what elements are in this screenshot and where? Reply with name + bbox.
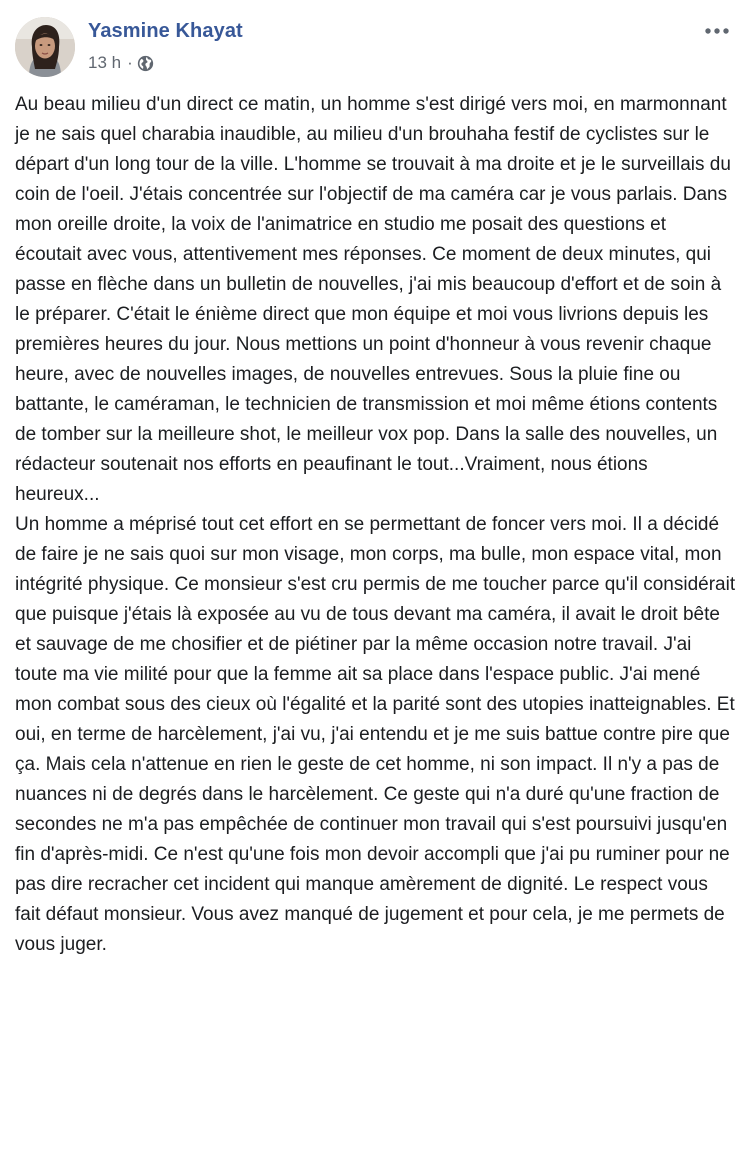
meta-separator: ·: [127, 53, 133, 72]
post-paragraph: Au beau milieu d'un direct ce matin, un homme s'est dirigé vers moi, en marmonnant je ne sais quel charabia inaudible, au milieu d'un brouhaha festif de cyclistes sur le départ d'un long tour de la ville. L'homme se trouvait à ma droite et je le surveillais du coin de l'oeil. J'étais concentrée sur l'objectif de ma caméra car je vous parlais. Dans mon oreille droite, la voix de l'animatrice en studio me posait des questions et écoutait avec vous, attentivement mes réponses. Ce moment de deux minutes, qui passe en flèche dans un bulletin de nouvelles, j'ai mis beaucoup d'effort et de soin à le préparer. C'était le énième direct que mon équipe et moi vous livrions depuis les premières heures du jour. Nous mettions un point d'honneur à vous revenir chaque heure, avec de nouvelles images, de nouvelles entrevues. Sous la pluie fine ou battante, le caméraman, le technicien de transmission et moi même étions contents de tomber sur la meilleure shot, le meilleur vox pop. Dans la salle des nouvelles, un rédacteur soutenait nos efforts en peaufinant le tout...Vraiment, nous étions heureux...: [15, 94, 731, 505]
globe-icon[interactable]: [137, 55, 154, 72]
author-avatar[interactable]: [15, 17, 75, 77]
author-name-link[interactable]: Yasmine Khayat: [88, 20, 243, 42]
more-options-button[interactable]: [700, 18, 734, 44]
more-options-icon: [704, 22, 730, 40]
post-timestamp[interactable]: 13 h: [88, 53, 122, 72]
post-header: [0, 0, 740, 86]
post-meta: [88, 52, 154, 74]
post-body: [15, 90, 737, 960]
avatar-photo: [15, 17, 75, 77]
post-paragraph: Un homme a méprisé tout cet effort en se permettant de foncer vers moi. Il a décidé de faire je ne sais quoi sur mon visage, mon corps, ma bulle, mon espace vital, mon intégrité physique. Ce monsieur s'est cru permis de me toucher parce qu'il considérait que puisque j'étais là exposée au vu de tous devant ma caméra, il avait le droit bête et sauvage de me chosifier et de piétiner par la même occasion notre travail. J'ai toute ma vie milité pour que la femme ait sa place dans l'espace public. J'ai mené mon combat sous des cieux où l'égalité et la parité sont des utopies inatteignables. Et oui, en terme de harcèlement, j'ai vu, j'ai entendu et je me suis battue contre pire que ça. Mais cela n'attenue en rien le geste de cet homme, ni son impact. Il n'y a pas de nuances ni de degrés dans le harcèlement. Ce geste qui n'a duré qu'une fraction de secondes ne m'a pas empêchée de continuer mon travail qui s'est poursuivi jusqu'en fin d'après-midi. Ce n'est qu'une fois mon devoir accompli que j'ai pu ruminer pour ne pas dire recracher cet incident qui manque amèrement de dignité. Le respect vous fait défaut monsieur. Vous avez manqué de jugement et pour cela, je me permets de vous juger.: [15, 514, 736, 955]
